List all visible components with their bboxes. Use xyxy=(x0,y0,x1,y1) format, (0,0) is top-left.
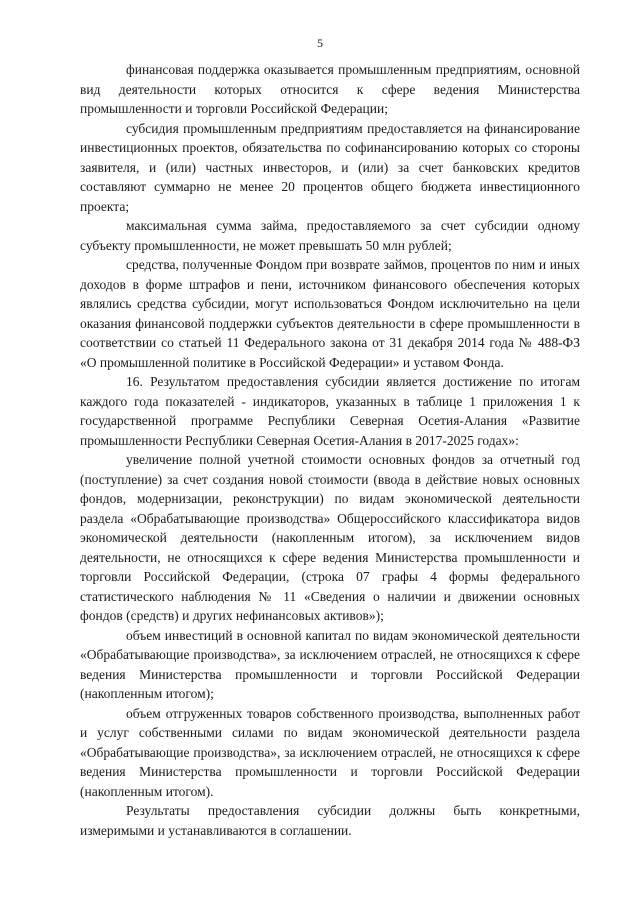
paragraph-investments: объем инвестиций в основной капитал по видам экономической деятельности «Обрабатывающие производства», за исключением отраслей, не относящихся к сфере ведения Министерства промышленности и торговли Российской Федерации (накопленным итогом); xyxy=(80,627,580,701)
page-number: 5 xyxy=(317,36,323,50)
paragraph-max-loan: максимальная сумма займа, предоставляемого за счет субсидии одному субъекту промышленности, не может превышать 50 млн рублей; xyxy=(80,218,580,253)
paragraph-shipped-goods: объем отгруженных товаров собственного производства, выполненных работ и услуг собственными силами по видам экономической деятельности раздела «Обрабатывающие производства», за исключением отраслей, не относящихся к сфере ведения Министерства промышленности и торговли Российской Федерации (накопленным итогом). xyxy=(80,705,580,799)
document-body xyxy=(80,60,580,840)
paragraph-section-16: 16. Результатом предоставления субсидии является достижение по итогам каждого года показателей - индикаторов, указанных в таблице 1 приложения 1 к государственной программе Республики Северная Осетия-Алания «Развитие промышленности Республики Северная Осетия-Алания в 2017-2025 годах»: xyxy=(80,374,580,448)
paragraph-results: Результаты предоставления субсидии должны быть конкретными, измеримыми и устанавливаются в соглашении. xyxy=(80,803,580,838)
paragraph-fund-returns: средства, полученные Фондом при возврате займов, процентов по ним и иных доходов в форме штрафов и пени, источником финансового обеспечения которых являлись средства субсидии, могут использоваться Фондом исключительно на цели оказания финансовой поддержки субъектов деятельности в сфере промышленности в соответствии со статьей 11 Федерального закона от 31 декабря 2014 года № 488-ФЗ «О промышленной политике в Российской Федерации» и уставом Фонда. xyxy=(80,257,580,370)
paragraph-fixed-assets: увеличение полной учетной стоимости основных фондов за отчетный год (поступление) за счет создания новой стоимости (ввода в действие новых основных фондов, модернизации, реконструкции) по видам экономической деятельности раздела «Обрабатывающие производства» Общероссийского классификатора видов экономической деятельности (накопленным итогом), за исключением видов деятельности, не относящихся к сфере ведения Министерства промышленности и торговли Российской Федерации, (строка 07 графы 4 формы федерального статистического наблюдения № 11 «Сведения о наличии и движении основных фондов (средств) и других нефинансовых активов»); xyxy=(80,452,580,623)
paragraph-subsidy-financing: субсидия промышленным предприятиям предоставляется на финансирование инвестиционных проектов, обязательства по софинансированию которых со стороны заявителя, и (или) частных инвесторов, и (или) за счет банковских кредитов составляют суммарно не менее 20 процентов общего бюджета инвестиционного проекта; xyxy=(80,120,580,214)
paragraph-financial-support: финансовая поддержка оказывается промышленным предприятиям, основной вид деятельности которых относится к сфере ведения Министерства промышленности и торговли Российской Федерации; xyxy=(80,62,580,116)
